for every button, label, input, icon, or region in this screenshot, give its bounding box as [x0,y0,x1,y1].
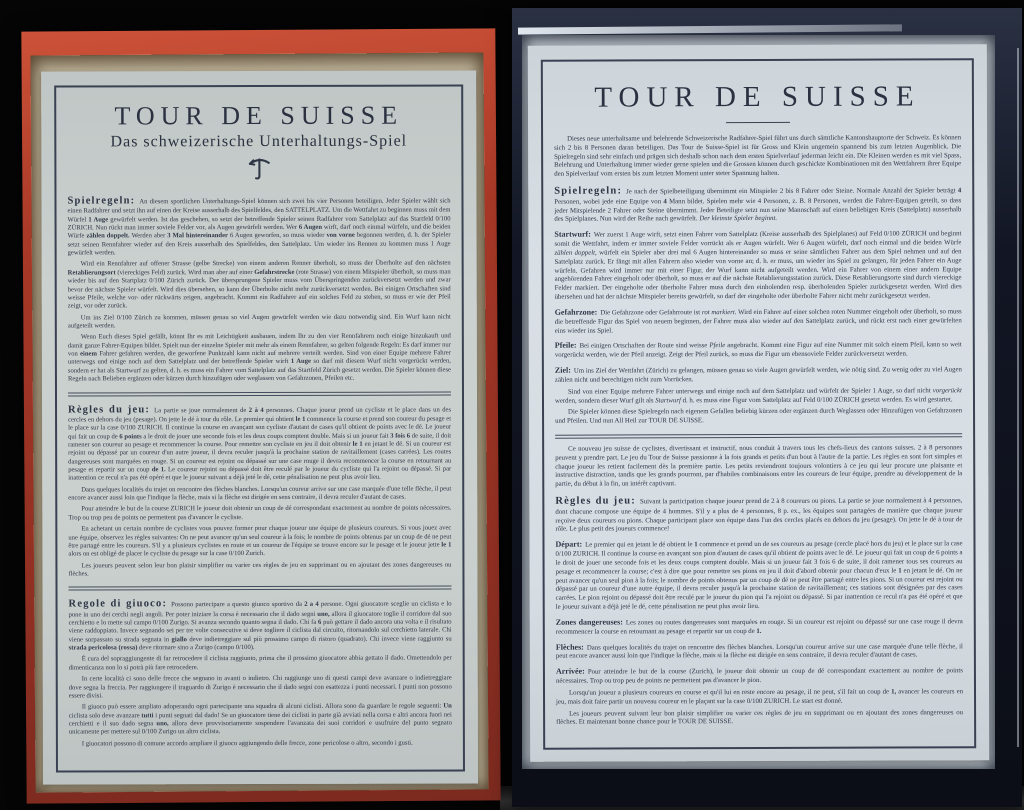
paragraph: Sind von einer Equipe mehrere Fahrer unterwegs und einige noch auf dem Sattelplatz und würfelt der Spieler 1 Auge, so darf nicht vorgerückt werden, sondern dieser Wurf gilt als Startwurf d. h. es muss eine Figur vom Sattelplatz auf Feld 0/100 ZÜRICH gesetzt werden. Es wird gestartet. [554,386,962,405]
german-rules-heading: Spielregeln: [67,195,136,207]
paragraph-text: Dans quelques localités du trajet on rencontre des flèches blanches. Lorsqu'un coureur arrive sur une case marquée d'une telle flèche, il peut encore avancer aussi loin que l'indique la flèche, mais si la flèche est dirigée en sens contraire, il devra reculer d'autant de cases. [555,642,963,661]
paragraph-text: Bei einigen Ortschaften der Route sind weisse Pfeile angebracht. Kommt eine Figur auf eine Nummer mit solch einem Pfeil, kann so weit vorgerückt werden, wie der Pfeil anzeigt. Zeigt der Pfeil zurück, so muss die Figur um ebensoviele Felder zurückversetzt werden. [554,341,962,359]
paragraph-text: Possono partecipare a questo giuoco sportivo da 2 a 4 persone. Ogni giuocatore sceglie un ciclista e lo pone in uno dei cerchi negli angoli. Per poter iniziare la corsa è necessario che il dado segni uno, allora il giuocatore toglie il corridore dal suo cerchietto e lo mette sul campo 0/100 Zurigo. Si avanza secondo quanto segna il dado. Chi fa 6 può gettare il dado ancora una volta e il risultato viene raddoppiato. Invece segnando sei per tre volte consecutive si deve togliere il ciclista dal circuito, ritornandolo sul cerchietto laterale. Chi viene sorpassato su strada segnata in giallo deve indietreggiare sul più prossimo campo di ristoro (quadrato). Chi invece viene raggiunto su strada pericolosa (rossa) deve ritornare sino a Zurigo (campo 0/100). [68,600,452,652]
light-glare [1017,48,1019,747]
paragraph-text: Le premier qui en jetant le dé obtient le 1 commence et prend un de ses coureurs au pesage (cercle placé hors du jeu) et le place sur la case 0/100 ZURICH. Il continue la course en avançant son pion d'autant de cases qu'il obtient de points avec le dé. Le joueur qui fait un coup de 6 points a le droit de jouer une seconde fois et les deux coups comptent double. Mais si un joueur fait 3 fois 6 de suite, il doit ramener tous ses coureurs au pesage et recommencer la course; c'est à dire que pour remettre ses pions en jeu il doit d'abord obtenir pour chacun d'eux le 1 en jetant le dé. On ne peut avancer qu'un seul pion à la fois; le nombre de points obtenus par un coup de dé ne peut être partagé entre les pions. Si un coureur est rejoint ou dépassé par un coureur d'une autre équipe, il devra reculer jusqu'à la prochaine station de ravitaillement; ces stations sont désignées par des cases carrées. Le pion rejoint ou dépassé doit être reculé par le joueur du pion qui l'a rejoint ou dépassé. Si par inattention ce recul n'a pas été opéré et que le joueur suivant a déjà jeté le dé, cette pénalisation ne peut plus avoir lieu. [555,540,963,611]
paragraph [554,229,961,303]
paragraph: Dieses neue unterhaltsame und belehrende Schweizerische Radfahrer-Spiel führt uns durch sämtliche Kantonshauptorte der Schweiz. Es können sich 2 bis 8 Personen daran beteiligen. Das Tour de Suisse-Spiel ist für Gross und Klein ungemein spannend bis zum letzten Augenblick. Die Spielregeln sind sehr einfach und prägen sich deshalb schon nach dem ersten Spielverlauf jederman leicht ein. Die Kleinen werden es mit viel Spass, Belehrung und Unterhaltung immer wieder gerne spielen und die Grossen können durch geschickte Kombinationen mit den Wettfahrern ihrer Equipe den Spielverlauf vom ersten bis zum letzten Moment unter steter Spannung halten. [554,134,962,179]
paragraph [556,641,963,662]
finish-heading: Ziel: [554,365,571,375]
paragraph: Ce nouveau jeu suisse de cyclistes, divertissant et instructif, nous conduit à travers tous les chefs-lieux des cantons suisses. 2 à 8 personnes peuvent y prendre part. Le jeu du Tour de Suisse passionne à la fois grands et petits d'un bout à l'autre de la partie. Les règles en sont fort simples et chaque joueur les retient facilement dès la première partie. Les petits reviendront toujours volontiers à ce jeu qui leur procure une plaisante et instructive distraction, tandis que les grands pourront, par d'habiles combinaisons entre les coureurs de leur équipe, prendre au développement de la partie, du début à la fin, un intérêt captivant. [555,444,963,489]
paragraph-text: Je nach der Spielbeteiligung übernimmt ein Mitspieler 2 bis 8 Fahrer oder Steine. Normale Anzahl der Spieler beträgt 4 Personen, wobei jede eine Equipe von 4 Mann bildet. Spielen mehr wie 4 Personen, z. B. 8 Personen, werden die Fahrer-Equipen geteilt, so dass jeder Mitspielende 2 Fahrer oder Steine übernimmt. Jeder Beteiligte setzt nun seine Mannschaft auf einen beliebigen Kreis (Sattelplatz) ausserhalb des Spielplanes. Nun wird der Reihe nach gewürfelt. Der kleinste Spieler beginnt. [554,187,962,224]
paragraph: Les joueurs peuvent suivant leur bon plaisir simplifier ou varier ces règles de jeu en supprimant ou en ajoutant des zones dangereuses ou flèches. Et maintenant bonne chance pour le TOUR DE SUISSE. [556,708,964,727]
section-divider [68,586,451,591]
danger-zone-heading: Gefahrzone: [554,307,598,317]
right-box-lid [512,8,1022,807]
paragraph: Dans quelques localités du trajet on rencontre des flèches blanches. Lorsqu'un coureur arrive sur une case marquée d'une telle flèche, il peut encore avancer aussi loin que l'indique la flèche, mais si la flèche est dirigée en sens contraire, il devra reculer d'autant de cases. [68,485,452,502]
german-rules-heading: Spielregeln: [554,185,623,197]
start-heading: Départ: [555,539,583,549]
paragraph [69,597,452,653]
light-glare [518,24,902,34]
arrows-heading: Pfeile: [554,341,577,351]
danger-zones-heading: Zones dangereuses: [555,617,623,627]
paragraph: In certe località ci sono delle frecce che segnano in avanti o indietro. Chi raggiunge uno di questi campi deve avanzare o indietreggiare dove segna la freccia. Per raggiungere il traguardo di Zurigo è necessario che il dado segni con esattezza i punti necessari. I punti non possono essere divisi. [68,674,452,700]
left-italian-section [69,597,452,749]
right-rules-sheet [528,44,989,762]
paragraph [555,306,962,336]
left-german-section [67,194,450,385]
paragraph-text: Um ins Ziel der Wettfahrt (Zürich) zu gelangen, müssen genau so viele Augen gewürfelt werden, wie nötig sind. Zu wenig oder zu viel Augen zählen nicht und berechtigen nicht zum Vorrücken. [554,366,962,384]
paragraph: Lorsqu'un joueur a plusieurs coureurs en course et qu'il lui en reste encore au pesage, il ne peut, s'il fait un coup de 1, avancer les coureurs en jeu, mais doit faire partir un nouveau coureur en le plaçant sur la case 0/100 ZURICH. Le start est donné. [556,688,964,706]
right-title: TOUR DE SUISSE [594,80,921,114]
right-sheet-frame [541,58,976,750]
arrival-heading: Arrivée: [555,666,585,676]
paragraph-text: Wer zuerst 1 Auge wirft, setzt einen Fahrer vom Sattelplatz (Kreise ausserhalb des Spielplanes) auf Feld 0/100 ZÜRICH und beginnt somit die Wettfahrt, indem er immer soviele Felder vorrückt als er Augen würfelt. Wer 6 Augen würfelt, darf noch einmal und die beiden Würfe zählen doppelt, würfelt ein Spieler aber drei mal 6 Augen hintereinander so muss er seine sämtlichen Fahrer aus dem Spiel nehmen und auf den Sattelplatz zurück. Er fängt mit allen Fahrern also wieder von vorne an; d. h. er muss, um wieder ins Spiel zu gelangen, für jeden Fahrer ein Auge würfeln. Gefahren wird immer nur mit einer Figur, der Wurf kann nicht aufgeteilt werden. Wird ein Fahrer von einem einer andern Equipe angehörenden Fahrer eingeholt oder überholt, so muss er auf die nächste Retablierungsstation zurück. Diese Retablierungsorte sind durch viereckige Felder markiert. Der eingeholte oder überholte Fahrer muss durch den einholenden resp. überholenden Spieler zurückgesetzt werden. Wird dies übersehen und hat der nächste Mitspieler bereits gewürfelt, so darf der eingeholte oder überholte Fahrer nicht mehr zurückgesetzt werden. [554,230,962,301]
left-title: TOUR DE SUISSE [114,100,404,131]
section-divider [68,391,451,396]
left-box-lid [21,28,500,803]
title-rule [726,122,790,123]
paragraph-text: La partie se joue normalement de 2 à 4 personnes. Chaque joueur prend un cycliste et le place dans un des cercles en dehors du jeu (pesage). On jette le dé à tour du rôle. Le premier qui obtient le 1 commence la course et prend son coureur du pesage et le place sur la case 0/100 ZURICH. Il continue la course en avançant son cycliste d'autant de cases qu'il obtient de points avec le dé. Le joueur qui fait un coup de 6 points a le droit de jouer une seconde fois et les deux coups comptent double. Mais si un joueur fait 3 fois 6 de suite, il doit ramener son coureur au pesage et recommencer la course. Pour remettre son cycliste en jeu il doit obtenir le 1 en jetant le dé. Si un coureur est rejoint ou dépassé par un coureur d'un autre joueur, il devra reculer jusqu'à la prochaine station de ravitaillement (cases carrées). Les routes dangereuses sont marquées en rouge. Si un coureur est rejoint ou dépassé sur une case rouge il devra recommencer la course en retournant au pesage et repartir sur un coup de 1. Le coureur rejoint ou dépassé doit être reculé par le joueur du cycliste qui l'a rejoint ou dépassé. Si par inattention ce recul n'a pas été opéré et que le joueur suivant a déjà jeté le dé, cette pénalisation ne peut plus avoir lieu. [68,406,452,482]
paragraph: Die Spieler können diese Spielregeln nach eigenem Gefallen beliebig kürzen oder ergänzen durch Weglassen oder Hinzufügen von Gefahrzonen und Pfeilen. Und nun All Heil zur TOUR DE SUISSE. [555,407,963,425]
paragraph: En achetant un certain nombre de cyclistes vous pouvez former pour chaque joueur une équipe de plusieurs coureurs. Si vous jouez avec une équipe, observez les règles suivantes: On ne peut avancer qu'un seul coureur à la fois; le nombre de points obtenus par un coup de dé ne peut être partagé entre les coureurs. S'il y a plusieurs cyclistes en route et un coureur de l'équipe se trouve encore sur le pesage et le joueur jette le 1 alors on est obligé de placer le cycliste du pesage sur la case 0/100 Zurich. [68,524,452,558]
left-subtitle: Das schweizerische Unterhaltungs-Spiel [110,132,408,151]
left-french-section [68,402,451,579]
paragraph [554,183,961,225]
paragraph: Wenn Euch dieses Spiel gefällt, könnt Ihr es mit Leichtigkeit ausbauen, indem Ihr zu den vier Rennfahrern noch einige hinzukauft und damit ganze Fahrer-Equipen bildet. Spielt nun der einzelne Spieler mit mehr als einem Rennfahrer, so gelten folgende Regeln: Es darf immer nur von einem Fahrer gefahren werden, die geworfene Punktzahl kann nicht auf mehrere verteilt werden. Sind von einer Equipe mehrere Fahrer unterwegs und einige noch auf dem Sattelplatz und der betreffende Spieler wirft 1 Auge so darf mit diesem Wurf nicht vorgerückt werden, sondern er hat als Startwurf zu gelten, d. h. es muss ein Fahrer vom Sattelplatz auf das Startfeld Zürich gesetzt werden. Die Spieler können diese Regeln nach Belieben ergänzen oder kürzen durch hinzufügen oder weglassen von Gefahrzonen, Pfeilen etc. [67,332,451,383]
french-rules-heading: Règles du jeu: [555,495,636,507]
paragraph [67,194,450,258]
left-box-interior [30,52,488,792]
paragraph [555,539,962,613]
paragraph [555,340,962,361]
right-german-section [554,134,962,426]
paragraph [555,493,962,535]
publisher-trademark-icon [67,155,450,187]
paragraph-text: Pour atteindre le but de la course (Zurich), le joueur doit obtenir un coup de dé correspondant exactement au nombre de points nécessaires. Trop ou trop peu de points ne permettent pas d'avancer le pion. [555,667,963,685]
section-divider [555,433,962,438]
paragraph: È cura del sopraggiungente di far retrocedere il ciclista raggiunto, prima che il prossimo giuocatore abbia gettato il dado. Omettendolo per dimenticanza non lo si potrà più fare retrocedere. [68,654,452,672]
paragraph: Um ins Ziel 0/100 Zürich zu kommen, müssen genau so viel Augen gewürfelt werden wie dazu notwendig sind. Ein Wurf kann nicht aufgeteilt werden. [67,313,451,330]
arrows-heading: Flèches: [555,642,584,652]
left-sheet-frame [54,84,465,772]
right-french-section [555,444,963,728]
paragraph [556,665,963,686]
paragraph: Pour atteindre le but de la course ZURICH le joueur doit obtenir un coup de dé correspondant exactement au nombre de points nécessaires. Trop ou trop peu de points ne permettent pas d'avancer le cycliste. [68,504,452,522]
paragraph: Les joueurs peuvent selon leur bon plaisir simplifier ou varier ces règles de jeu en supprimant ou en ajoutant des zones dangereuses ou flèches. [68,561,452,578]
italian-rules-heading: Regole di giuoco: [68,598,168,610]
paragraph: Wird ein Rennfahrer auf offener Strasse (gelbe Strecke) von einem anderen Renner überholt, so muss der Überholte auf den nächsten Retablierungsort (viereckiges Feld) zurück. Wird man aber auf einer Gefahrstrecke (rote Strasse) von einem Mitspieler überholt, so muss man wieder bis auf den Startplatz 0/100 Zürich zurück. Der übersprungene Spieler muss vom Überspringenden zurückversetzt werden und zwar bevor der nächste Spieler würfelt. Wird dies übersehen, so kann der Überholte nicht mehr zurückversetzt werden. Bei einigen Ortschaften sind weisse Pfeile, welche vor- oder rückwärts zeigen, angebracht. Kommt ein Radfahrer auf ein solches Feld zu stehen, so muss er wie der Pfeil zeigt, vor oder zurück. [67,259,451,310]
paragraph [68,402,451,483]
paragraph [555,364,962,385]
left-rules-sheet [41,70,478,784]
paragraph-text: Die Gefahrzone oder Gefahrroute ist rot markiert. Wird ein Fahrer auf einer solchen roten Nummer eingeholt oder überholt, so muss die betreffende Figur das Spiel von neuem beginnen, der Fahrer muss also wieder auf den Sattelplatz zurück, und rückt erst nach einer gewürfelten eins wieder ins Spiel. [554,308,962,335]
right-box-interior [522,35,995,769]
paragraph: Il giuoco può essere ampliato adoperando ogni partecipante una squadra di alcuni ciclisti. Allora sono da guardare le regole seguenti: Un ciclista solo deve avanzare tutti i punti segnati dal dado! Se un giuocatore tiene dei ciclisti in parte già avviati nella corsa e altri ancora fuori nei cerchietti e il suo dado segna uno, allora deve provvisoriamente sospendere l'avanzata dei suoi corridori e usufruire del punto segnato unicamente per mettere sul 0/100 Zurigo un altro ciclista. [68,702,452,736]
paragraph [556,616,963,637]
paragraph-text: Suivant la participation chaque joueur prend de 2 à 8 coureurs ou pions. La partie se joue normalement à 4 personnes, dont chacune compose une équipe de 4 hommes. S'il y a plus de 4 personnes, 8 p. ex., les équipes sont partagées de manière que chaque joueur reçoive deux coureurs ou pions. Chaque participant place son équipe dans l'un des cercles placés en dehors du jeu (pesage). On jette le dé à tour de rôle. Le plus petit des joueurs commence! [555,497,963,534]
paragraph: I giuocatori possono di comune accordo ampliare il giuoco aggiungendo delle frecce, zone pericolose o altro, secondo i gusti. [81,739,413,748]
start-throw-heading: Startwurf: [554,229,591,239]
paragraph-text: Les zones ou routes dangereuses sont marquées en rouge. Si un coureur est rejoint ou dépassé sur une case rouge il devra recommencer la course en retournant au pesage et repartir sur un coup de 1. [555,618,963,636]
french-rules-heading: Règles du jeu: [68,403,151,416]
paragraph-text: An diesem sportlichen Unterhaltungs-Spiel können sich zwei bis vier Personen beteiligen. Jeder Spieler wählt sich einen Radfahrer und setzt ihn auf einen der Kreise ausserhalb des Spielfeldes, den SATTELPLATZ. Um die Wettfahrt zu beginnen muss mit dem Würfel 1 Auge gewürfelt werden. Ist das geschehen, so setzt der betreffende Spieler seinen Radfahrer vom Sattelplatz auf das Startfeld 0/100 ZÜRICH. Nun rückt man immer soviele Felder vor, als Augen gewürfelt werden. Wer 6 Augen wirft, darf noch einmal würfeln, und die beiden Würfe zählen doppelt. Werden aber 3 Mal hintereinander 6 Augen geworfen, so muss wieder von vorne begonnen werden, d. h. der Spieler setzt seinen Rennfahrer wieder auf den Kreis ausserhalb des Spielfeldes, den Sattelplatz. Um wieder ins Rennen zu kommen muss 1 Auge gewürfelt werden. [67,197,451,257]
